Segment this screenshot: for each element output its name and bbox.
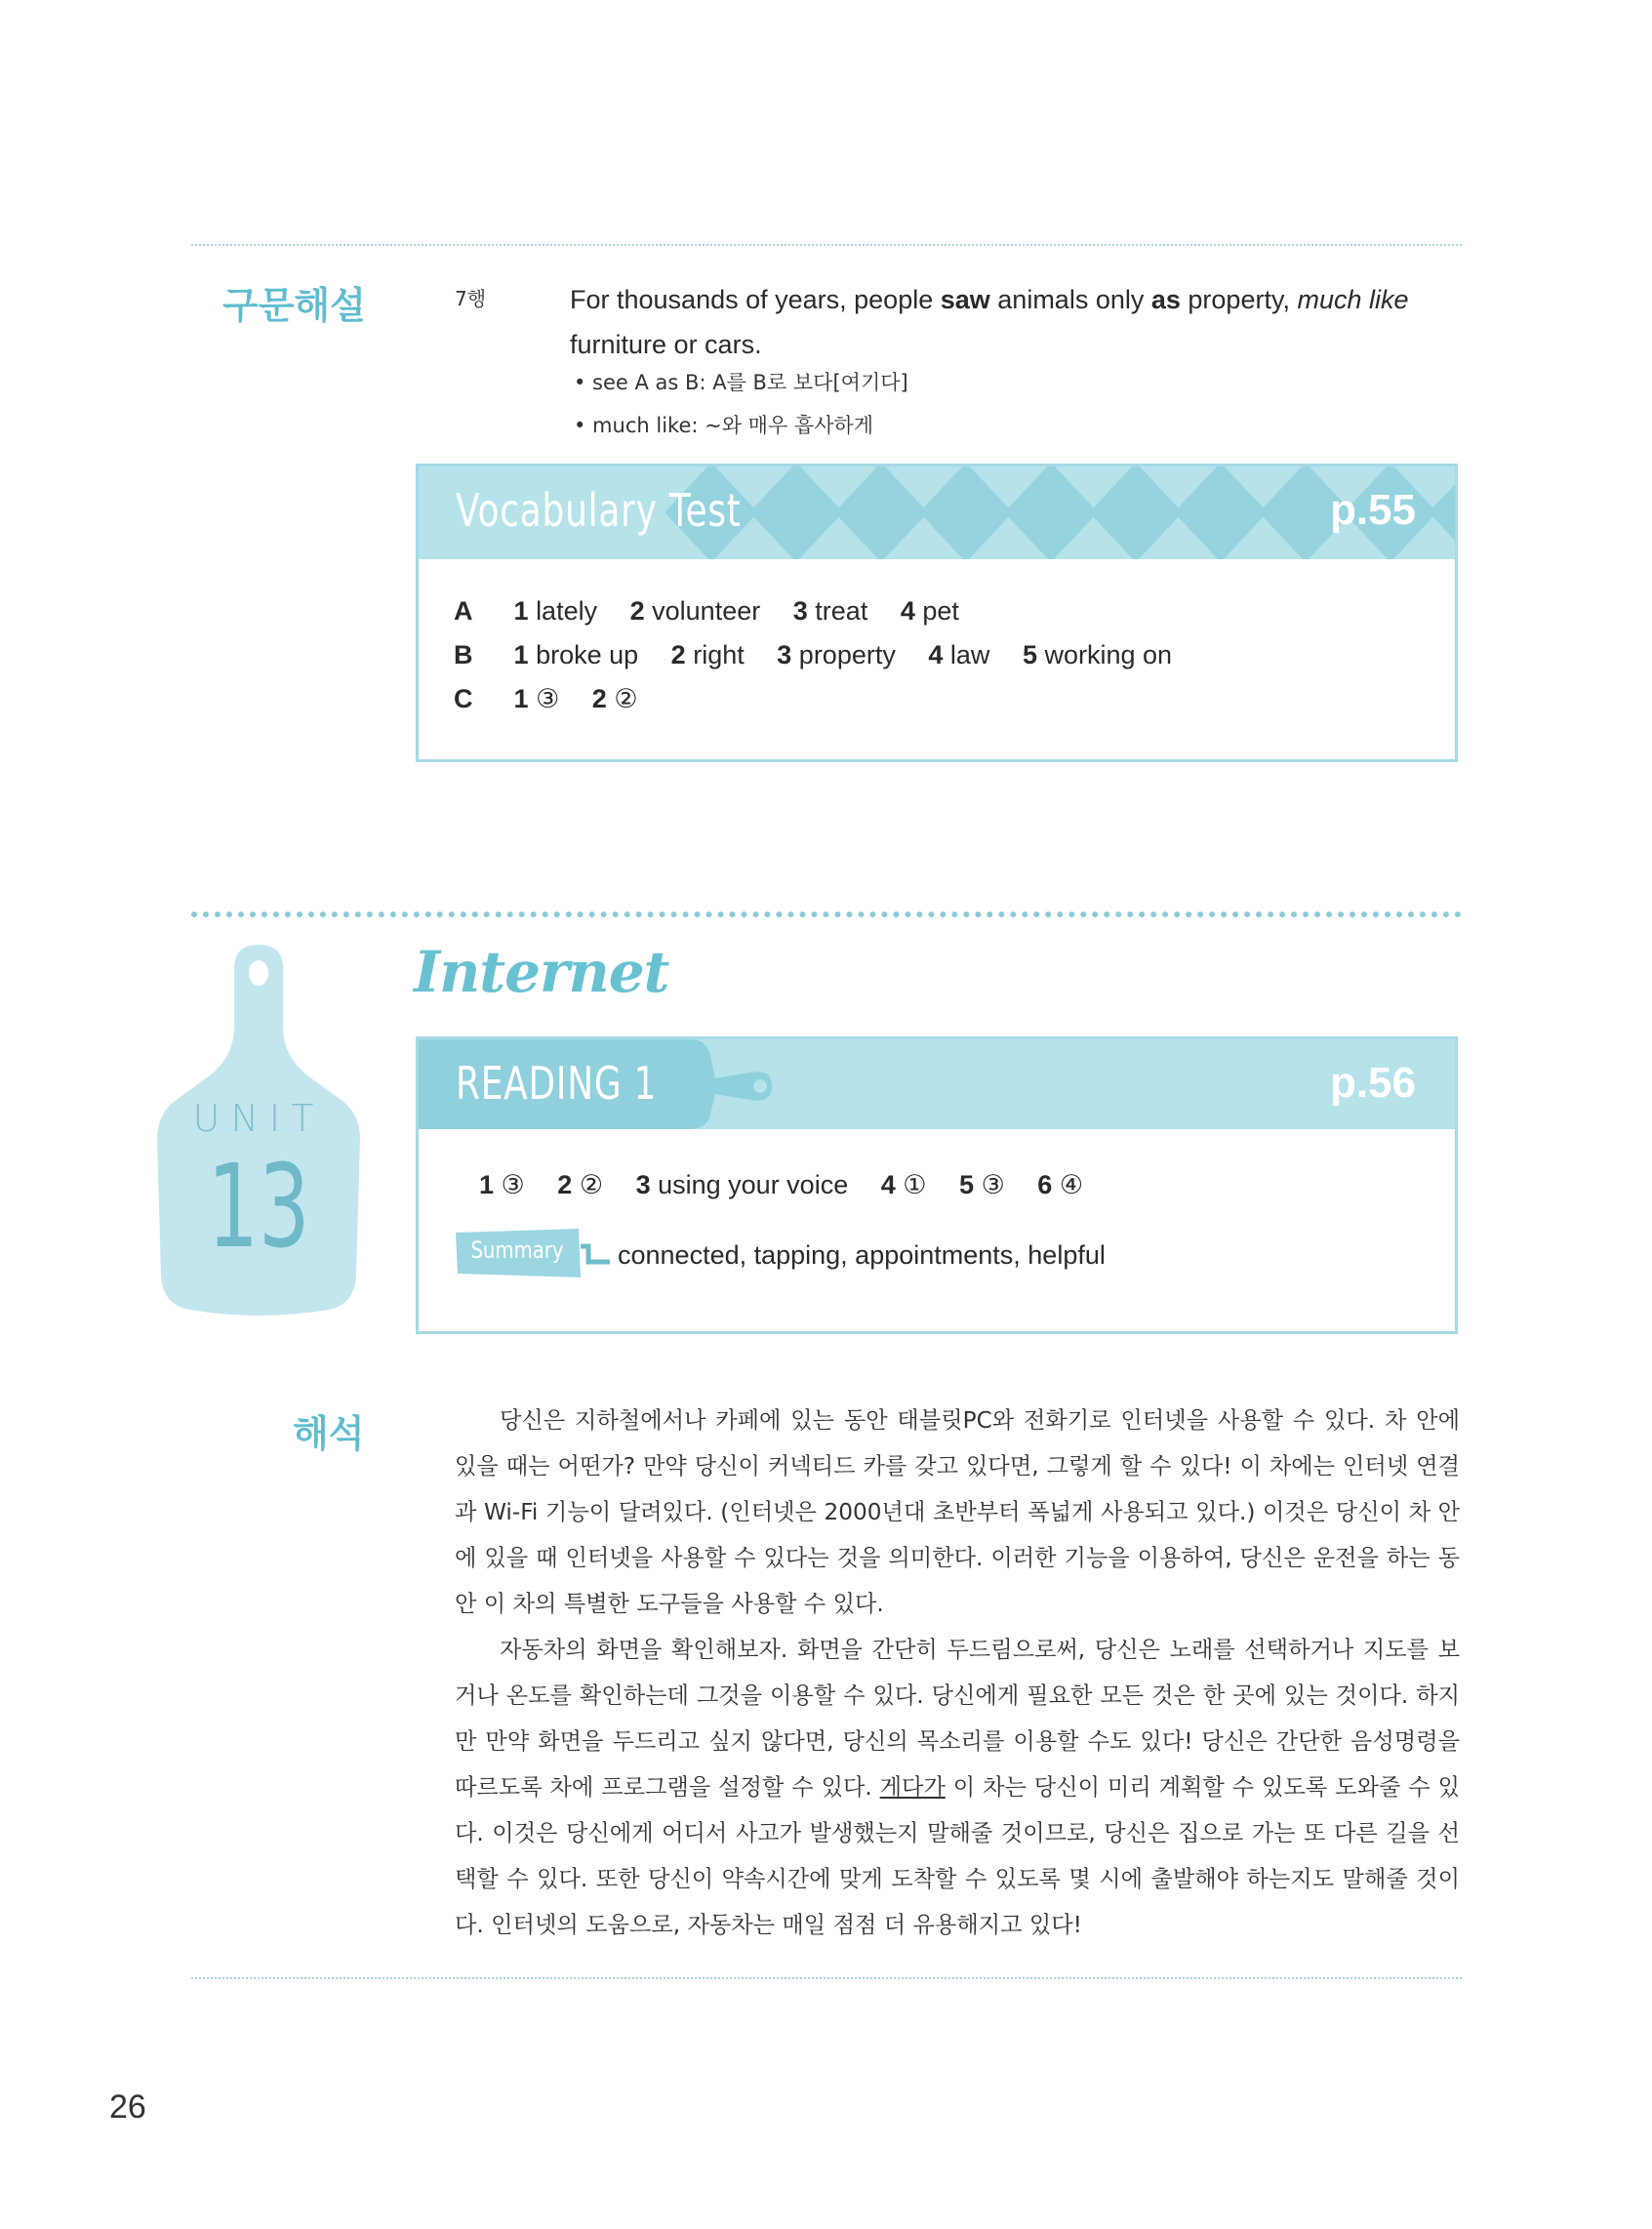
top-divider (191, 244, 1462, 246)
summary-text: connected, tapping, appointments, helpful (618, 1240, 1106, 1270)
syntax-note: • see A as B: A를 B로 보다[여기다] (574, 371, 908, 394)
syntax-section-label: 구문해설 (222, 284, 366, 327)
reading-title: READING 1 (456, 1057, 658, 1110)
unit-label: UNIT (192, 1097, 325, 1140)
unit-board (151, 939, 366, 1339)
reading-box (416, 1036, 1458, 1334)
syntax-note: • much like: ~와 매우 흡사하게 (574, 414, 874, 437)
summary-badge (454, 1227, 616, 1281)
translation-paragraph: 당신은 지하철에서나 카페에 있는 동안 태블릿PC와 전화기로 인터넷을 사용할 수 있다. 차 안에 있을 때는 어떤가? 만약 당신이 커넥티드 카를 갖고 있다면, 그렇게 할 수 있다! 이 차에는 인터넷 연결과 Wi-Fi 기능이 달려있다. (인터넷은 2000년대 초반부터 폭넓게 사용되고 있다.) 이것은 당신이 차 안에 있을 때 인터넷을 사용할 수 있다는 것을 의미한다. 이러한 기능을 이용하여, 당신은 운전을 하는 동안 이 차의 특별한 도구들을 사용할 수 있다. (455, 1407, 1460, 1617)
vocabulary-test-banner (419, 466, 1455, 559)
summary-label: Summary (470, 1236, 564, 1264)
syntax-sentence: For thousands of years, people saw animals only as property, much like furniture or cars. (570, 285, 1409, 359)
unit-divider (191, 912, 1462, 917)
vocabulary-test-page: p.55 (1329, 486, 1416, 534)
vocabulary-test-box (416, 464, 1458, 762)
translation-body (455, 1398, 1460, 1948)
translation-paragraph: 자동차의 화면을 확인해보자. 화면을 간단히 두드림으로써, 당신은 노래를 선택하거나 지도를 보거나 온도를 확인하는데 그것을 이용할 수 있다. 당신에게 필요한 모든 것은 한 곳에 있는 것이다. 하지만 만약 화면을 두드리고 싶지 않다면, 당신의 목소리를 이용할 수도 있다! 당신은 간단한 음성명령을 따르도록 차에 프로그램을 설정할 수 있다. 게다가 이 차는 당신이 미리 계획할 수 있도록 도와줄 수 있다. 이것은 당신에게 어디서 사고가 발생했는지 말해줄 것이므로, 당신은 집으로 가는 또 다른 길을 선택할 수 있다. 또한 당신이 약속시간에 맞게 도착할 수 있도록 몇 시에 출발해야 하는지도 말해줄 것이다. 인터넷의 도움으로, 자동차는 매일 점점 더 유용해지고 있다! (455, 1637, 1460, 1938)
reading-answers: 1 ③ 2 ② 3 using your voice 4 ① 5 ③ 6 ④ (479, 1170, 1084, 1199)
vocab-row-a: A 1 lately 2 volunteer 3 treat 4 pet (454, 596, 959, 626)
vocab-row-c: C 1 ③ 2 ② (454, 684, 638, 713)
reading-page: p.56 (1329, 1059, 1416, 1107)
translation-section-label: 해석 (293, 1412, 365, 1455)
line-reference: 7행 (455, 287, 487, 310)
unit-topic: Internet (414, 939, 669, 1005)
unit-number: 13 (207, 1139, 310, 1274)
vocab-row-b: B 1 broke up 2 right 3 property 4 law 5 working on (454, 640, 1173, 669)
bottom-divider (191, 1977, 1462, 1979)
reading-banner (419, 1039, 1455, 1129)
page-number: 26 (109, 2088, 146, 2126)
vocabulary-test-title: Vocabulary Test (456, 484, 742, 537)
